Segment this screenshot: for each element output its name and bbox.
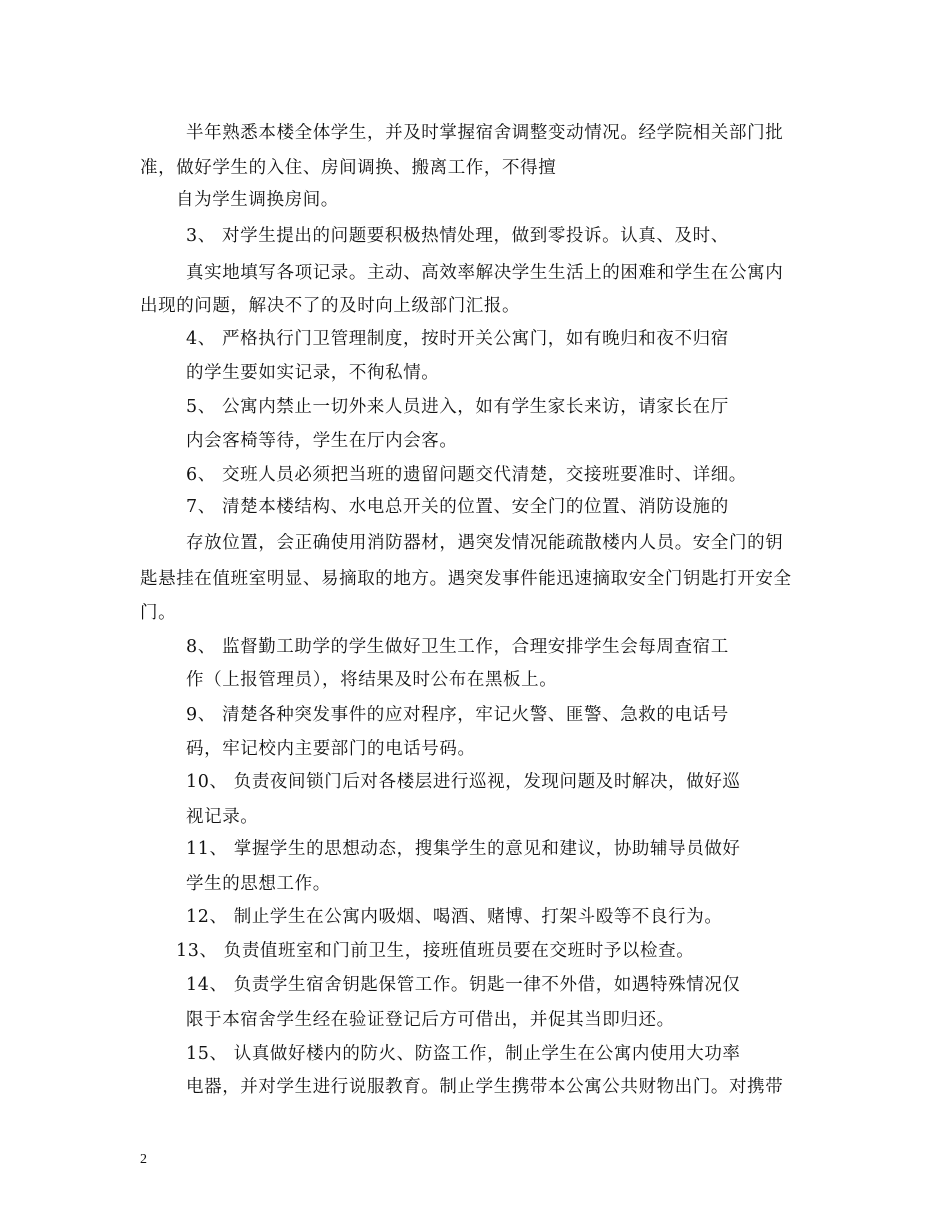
text-line: 内会客椅等待，学生在厅内会客。 (186, 431, 458, 451)
list-item-15: 15、 认真做好楼内的防火、防盗工作，制止学生在公寓内使用大功率 (186, 1044, 741, 1064)
list-item-11: 11、 掌握学生的思想动态，搜集学生的意见和建议，协助辅导员做好 (186, 839, 741, 859)
text-line: 准，做好学生的入住、房间调换、搬离工作，不得擅 (140, 158, 557, 178)
text-line: 码，牢记校内主要部门的电话号码。 (186, 739, 476, 759)
list-item-6: 6、 交班人员必须把当班的遗留问题交代清楚，交接班要准时、详细。 (186, 465, 747, 485)
list-item-8: 8、 监督勤工助学的学生做好卫生工作，合理安排学生会每周查宿工 (186, 637, 729, 657)
text-line: 自为学生调换房间。 (176, 190, 339, 210)
list-item-4: 4、 严格执行门卫管理制度，按时开关公寓门，如有晚归和夜不归宿 (186, 329, 729, 349)
text-line: 真实地填写各项记录。主动、高效率解决学生生活上的困难和学生在公寓内 (186, 263, 784, 283)
text-line: 学生的思想工作。 (186, 874, 331, 894)
list-item-9: 9、 清楚各种突发事件的应对程序，牢记火警、匪警、急救的电话号 (186, 705, 729, 725)
list-item-5: 5、 公寓内禁止一切外来人员进入，如有学生家长来访，请家长在厅 (186, 397, 729, 417)
list-item-14: 14、 负责学生宿舍钥匙保管工作。钥匙一律不外借，如遇特殊情况仅 (186, 975, 741, 995)
text-line: 匙悬挂在值班室明显、易摘取的地方。遇突发事件能迅速摘取安全门钥匙打开安全 (140, 569, 792, 589)
text-line: 限于本宿舍学生经在验证登记后方可借出，并促其当即归还。 (186, 1010, 675, 1030)
list-item-10: 10、 负责夜间锁门后对各楼层进行巡视，发现问题及时解决，做好巡 (186, 772, 741, 792)
text-line: 出现的问题，解决不了的及时向上级部门汇报。 (140, 296, 521, 316)
text-line: 视记录。 (186, 807, 259, 827)
list-item-13: 13、 负责值班室和门前卫生，接班值班员要在交班时予以检查。 (176, 941, 695, 961)
list-item-3: 3、 对学生提出的问题要积极热情处理，做到零投诉。认真、及时、 (186, 226, 729, 246)
text-line: 存放位置，会正确使用消防器材，遇突发情况能疏散楼内人员。安全门的钥 (186, 533, 784, 553)
text-line: 电器，并对学生进行说服教育。制止学生携带本公寓公共财物出门。对携带 (186, 1077, 784, 1097)
text-line: 作（上报管理员），将结果及时公布在黑板上。 (186, 670, 558, 690)
page-number: 2 (140, 1152, 147, 1167)
list-item-7: 7、 清楚本楼结构、水电总开关的位置、安全门的位置、消防设施的 (186, 497, 729, 517)
text-line: 半年熟悉本楼全体学生，并及时掌握宿舍调整变动情况。经学院相关部门批 (186, 123, 784, 143)
text-line: 的学生要如实记录，不徇私情。 (186, 363, 440, 383)
text-line: 门。 (140, 603, 177, 623)
list-item-12: 12、 制止学生在公寓内吸烟、喝酒、赌博、打架斗殴等不良行为。 (186, 907, 723, 927)
